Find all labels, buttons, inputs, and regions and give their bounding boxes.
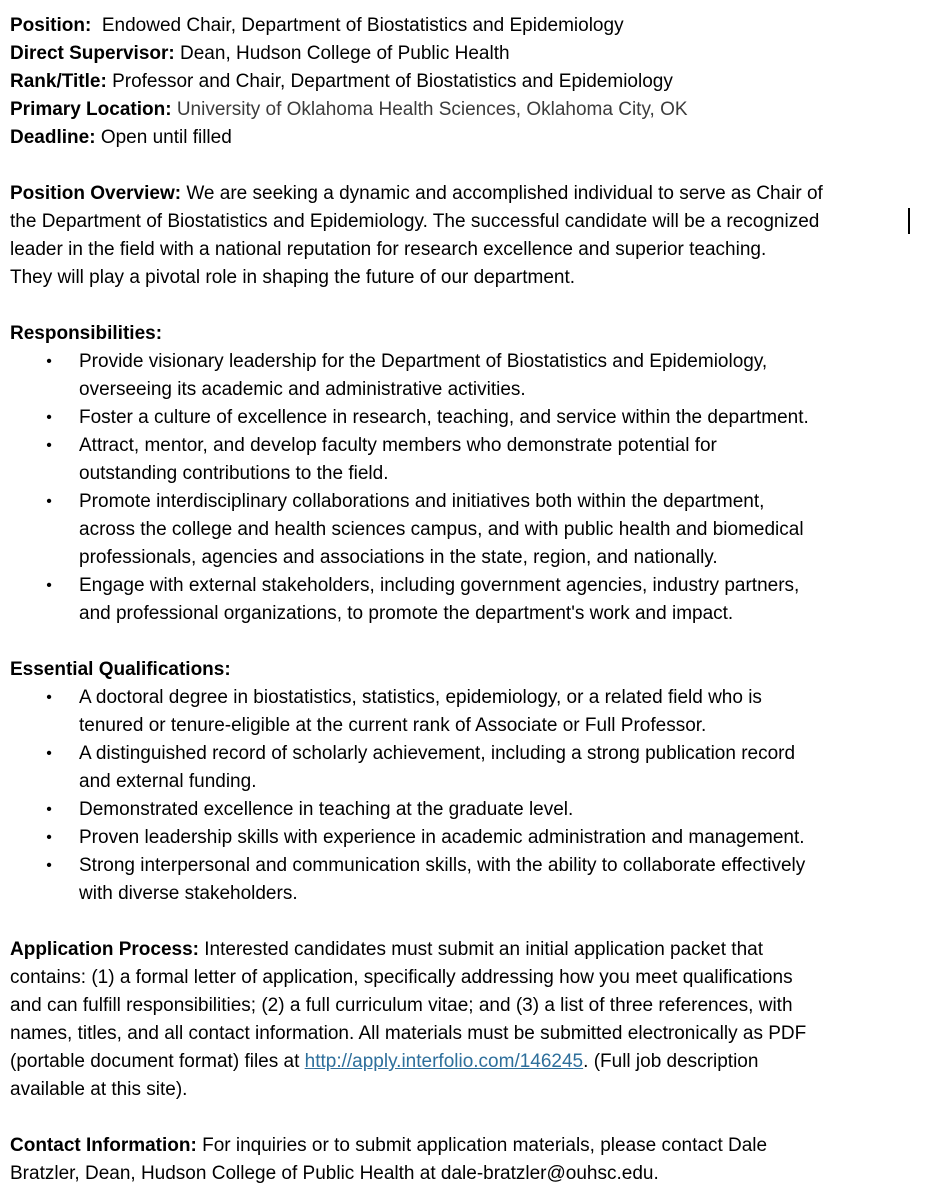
application-text-line: names, titles, and all contact information. All materials must be submitted electronically as PDF (10, 1023, 807, 1044)
list-item-text: tenured or tenure-eligible at the current rank of Associate or Full Professor. (79, 715, 707, 736)
list-item-text: outstanding contributions to the field. (79, 463, 389, 484)
overview-label: Position Overview: (10, 183, 182, 204)
rank-value: Professor and Chair, Department of Biostatistics and Epidemiology (112, 71, 673, 92)
application-text-line: . (Full job description (583, 1051, 759, 1072)
overview-text-line: the Department of Biostatistics and Epidemiology. The successful candidate will be a recognized (10, 211, 820, 232)
list-item-text: across the college and health sciences campus, and with public health and biomedical (79, 519, 804, 540)
bullet-icon: • (46, 689, 52, 706)
list-item (10, 488, 915, 572)
interfolio-link[interactable]: http://apply.interfolio.com/146245 (304, 1051, 584, 1072)
list-item-text: A doctoral degree in biostatistics, statistics, epidemiology, or a related field who is (79, 687, 762, 708)
contact-information (10, 1132, 915, 1188)
application-text-line: (portable document format) files at (10, 1051, 300, 1072)
bullet-icon: • (46, 437, 52, 454)
list-item-text: Provide visionary leadership for the Department of Biostatistics and Epidemiology, (79, 351, 768, 372)
spacer (10, 292, 915, 320)
application-text-line: and can fulfill responsibilities; (2) a full curriculum vitae; and (3) a list of three references, with (10, 995, 793, 1016)
application-text-line: Interested candidates must submit an initial application packet that (204, 939, 763, 960)
bullet-icon: • (46, 745, 52, 762)
deadline-field (10, 124, 915, 152)
list-item (10, 824, 915, 852)
list-item-text: Promote interdisciplinary collaborations and initiatives both within the department, (79, 491, 765, 512)
qualifications-list (10, 684, 915, 908)
list-item-text: Attract, mentor, and develop faculty members who demonstrate potential for (79, 435, 717, 456)
text-cursor (908, 208, 910, 234)
list-item (10, 684, 915, 740)
overview-text-line: leader in the field with a national reputation for research excellence and superior teaching. (10, 239, 767, 260)
bullet-icon: • (46, 829, 52, 846)
deadline-value: Open until filled (100, 127, 232, 148)
position-value: Endowed Chair, Department of Biostatistics and Epidemiology (101, 15, 624, 36)
position-field (10, 12, 915, 40)
position-label: Position: (10, 15, 92, 36)
position-overview (10, 180, 915, 292)
list-item-text: A distinguished record of scholarly achievement, including a strong publication record (79, 743, 796, 764)
location-label: Primary Location: (10, 99, 172, 120)
list-item-text: Strong interpersonal and communication skills, with the ability to collaborate effectively (79, 855, 806, 876)
location-value: University of Oklahoma Health Sciences, Oklahoma City, OK (176, 99, 688, 120)
rank-label: Rank/Title: (10, 71, 107, 92)
list-item-text: Engage with external stakeholders, including government agencies, industry partners, (79, 575, 800, 596)
spacer (10, 908, 915, 936)
bullet-icon: • (46, 409, 52, 426)
list-item-text: Foster a culture of excellence in research, teaching, and service within the department. (79, 407, 809, 428)
list-item-text: overseeing its academic and administrative activities. (79, 379, 526, 400)
application-label: Application Process: (10, 939, 199, 960)
qualifications-heading: Essential Qualifications: (10, 659, 231, 680)
contact-label: Contact Information: (10, 1135, 197, 1156)
list-item-text: with diverse stakeholders. (79, 883, 298, 904)
contact-text-line: Bratzler, Dean, Hudson College of Public Health at dale-bratzler@ouhsc.edu. (10, 1163, 659, 1184)
list-item (10, 740, 915, 796)
responsibilities-section (10, 320, 915, 628)
bullet-icon: • (46, 493, 52, 510)
supervisor-value: Dean, Hudson College of Public Health (180, 43, 510, 64)
list-item (10, 796, 915, 824)
list-item-text: and professional organizations, to promote the department's work and impact. (79, 603, 734, 624)
spacer (10, 628, 915, 656)
responsibilities-list (10, 348, 915, 628)
list-item-text: professionals, agencies and associations in the state, region, and nationally. (79, 547, 718, 568)
spacer (10, 1104, 915, 1132)
application-text-line: available at this site). (10, 1079, 188, 1100)
supervisor-label: Direct Supervisor: (10, 43, 175, 64)
overview-text-line: They will play a pivotal role in shaping the future of our department. (10, 267, 576, 288)
application-text-line: contains: (1) a formal letter of application, specifically addressing how you meet qualifications (10, 967, 793, 988)
list-item-text: Proven leadership skills with experience in academic administration and management. (79, 827, 805, 848)
header-fields (10, 12, 915, 152)
overview-text-line: We are seeking a dynamic and accomplished individual to serve as Chair of (186, 183, 823, 204)
document-page (10, 12, 915, 1188)
list-item (10, 432, 915, 488)
responsibilities-heading: Responsibilities: (10, 323, 163, 344)
list-item-text: Demonstrated excellence in teaching at the graduate level. (79, 799, 574, 820)
bullet-icon: • (46, 857, 52, 874)
bullet-icon: • (46, 801, 52, 818)
contact-text-line: For inquiries or to submit application materials, please contact Dale (202, 1135, 768, 1156)
spacer (10, 152, 915, 180)
bullet-icon: • (46, 577, 52, 594)
list-item (10, 572, 915, 628)
list-item (10, 404, 915, 432)
rank-field (10, 68, 915, 96)
list-item-text: and external funding. (79, 771, 257, 792)
list-item (10, 348, 915, 404)
location-field (10, 96, 915, 124)
bullet-icon: • (46, 353, 52, 370)
list-item (10, 852, 915, 908)
application-process (10, 936, 915, 1104)
qualifications-section (10, 656, 915, 908)
deadline-label: Deadline: (10, 127, 96, 148)
supervisor-field (10, 40, 915, 68)
